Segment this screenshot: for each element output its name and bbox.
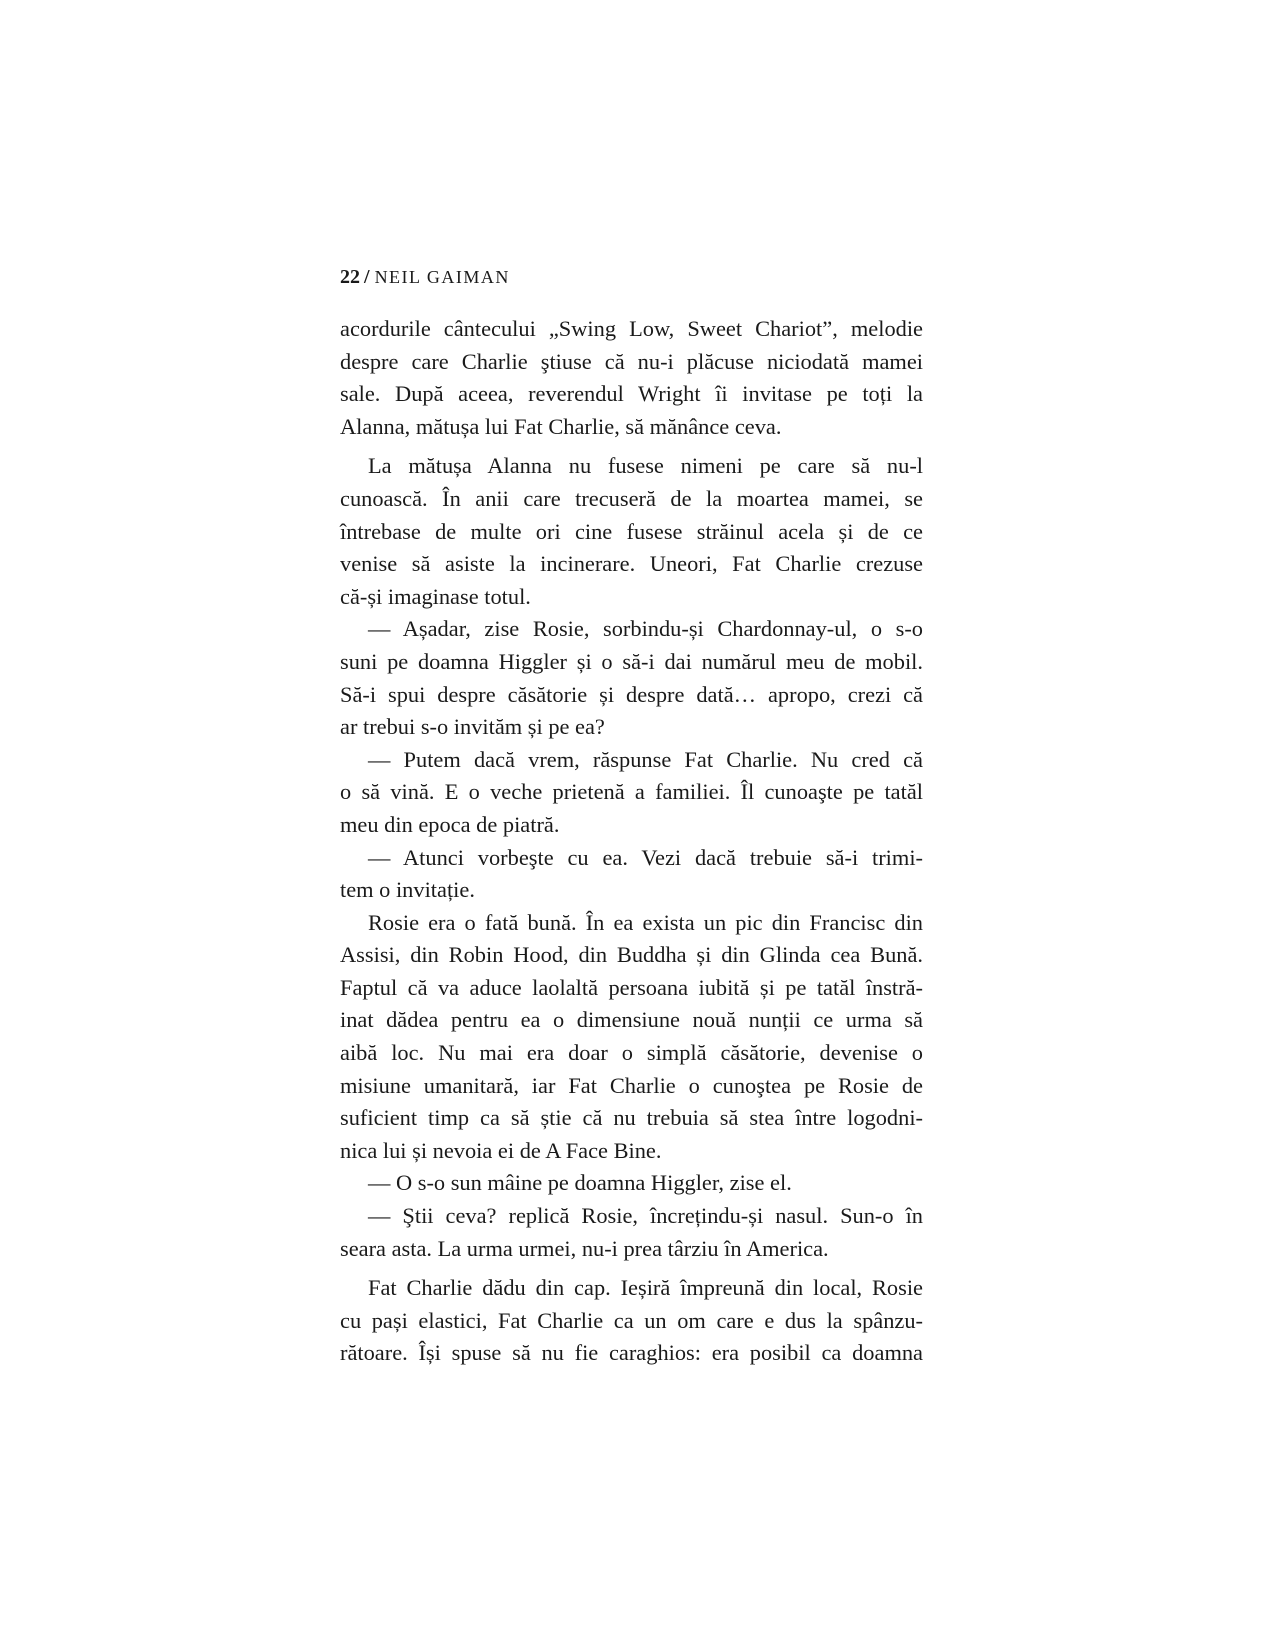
text-line: nica lui și nevoia ei de A Face Bine. — [340, 1137, 662, 1163]
text-line: — Ştii ceva? replică Rosie, încrețindu-și nasul. Sun-o în — [368, 1203, 923, 1229]
text-line: Rosie era o fată bună. În ea exista un pic din Francisc din — [368, 909, 923, 935]
paragraph — [340, 744, 923, 842]
text-line: — Putem dacă vrem, răspunse Fat Charlie. Nu cred că — [368, 746, 923, 772]
text-line: despre care Charlie ştiuse că nu-i plăcuse niciodată mamei — [340, 348, 923, 374]
header-separator: / — [364, 266, 370, 288]
paragraph — [340, 842, 923, 907]
text-line: Fat Charlie dădu din cap. Ieșiră împreună din local, Rosie — [368, 1275, 923, 1301]
paragraph — [340, 613, 923, 743]
text-line: întrebase de multe ori cine fusese străinul acela și de ce — [340, 518, 923, 544]
text-line: misiune umanitară, iar Fat Charlie o cunoştea pe Rosie de — [340, 1072, 923, 1098]
text-line: inat dădea pentru ea o dimensiune nouă nunții ce urma să — [340, 1007, 923, 1033]
running-header — [340, 262, 940, 292]
paragraph — [340, 907, 923, 1168]
paragraph — [340, 1272, 923, 1370]
paragraph — [340, 450, 923, 613]
text-line: — Atunci vorbeşte cu ea. Vezi dacă trebuie să-i trimi- — [368, 844, 923, 870]
text-line: — O s-o sun mâine pe doamna Higgler, zise el. — [368, 1170, 792, 1196]
text-line: suni pe doamna Higgler și o să-i dai numărul meu de mobil. — [340, 648, 923, 674]
text-line: Assisi, din Robin Hood, din Buddha și din Glinda cea Bună. — [340, 942, 923, 968]
text-line: seara asta. La urma urmei, nu-i prea târziu în America. — [340, 1235, 829, 1261]
paragraph — [340, 1167, 923, 1200]
text-line: sale. După aceea, reverendul Wright îi invitase pe toți la — [340, 381, 923, 407]
text-line: o să vină. E o veche prietenă a familiei. Îl cunoaşte pe tatăl — [340, 779, 923, 805]
text-line: — Așadar, zise Rosie, sorbindu-și Chardonnay-ul, o s-o — [368, 616, 923, 642]
text-line: Să-i spui despre căsătorie și despre dată… apropo, crezi că — [340, 681, 923, 707]
text-line: venise să asiste la incinerare. Uneori, Fat Charlie crezuse — [340, 551, 923, 577]
text-line: suficient timp ca să știe că nu trebuia să stea între logodni- — [340, 1105, 923, 1131]
body-text — [340, 313, 923, 1370]
text-line: ar trebui s-o invităm și pe ea? — [340, 714, 605, 740]
text-line: La mătușa Alanna nu fusese nimeni pe care să nu-l — [368, 453, 923, 479]
author-name: NEIL GAIMAN — [374, 267, 510, 287]
paragraph — [340, 1200, 923, 1265]
text-line: că-și imaginase totul. — [340, 583, 531, 609]
text-line: cu pași elastici, Fat Charlie ca un om care e dus la spânzu- — [340, 1307, 923, 1333]
text-line: Alanna, mătușa lui Fat Charlie, să mănânce ceva. — [340, 413, 782, 439]
page-number: 22 — [340, 266, 360, 288]
text-line: meu din epoca de piatră. — [340, 811, 560, 837]
text-line: aibă loc. Nu mai era doar o simplă căsătorie, devenise o — [340, 1040, 923, 1066]
text-line: Faptul că va aduce laolaltă persoana iubită și pe tatăl înstră- — [340, 974, 923, 1000]
text-line: acordurile cântecului „Swing Low, Sweet Chariot”, melodie — [340, 316, 923, 341]
paragraph — [340, 313, 923, 443]
text-line: rătoare. Își spuse să nu fie caraghios: era posibil ca doamna — [340, 1340, 923, 1366]
text-line: cunoască. În anii care trecuseră de la moartea mamei, se — [340, 485, 923, 511]
text-line: tem o invitație. — [340, 877, 475, 903]
